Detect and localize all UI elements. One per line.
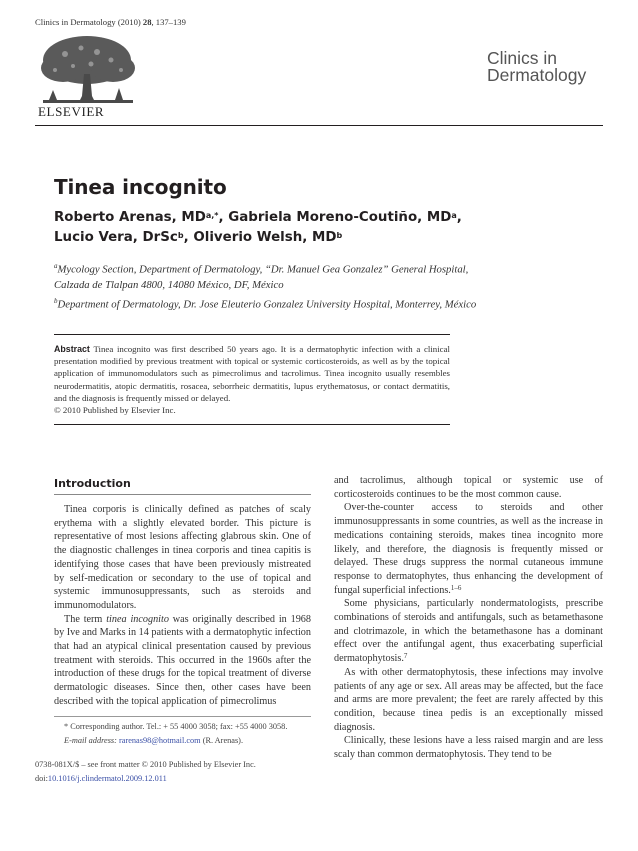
paragraph: Over-the-counter access to steroids and other immunosuppressants in some countries, as well as the increase in medications containing steroids, makes tinea incognito more likely, and therefore, the diagnosis is frequently missed or delayed. These drugs suppress the normal cutaneous immune response to dermatophytes, thus enhancing the development of fungal superficial infections.$^{1-6}$ [334, 502, 603, 596]
publisher-name: ELSEVIER [38, 104, 105, 119]
section-heading-introduction: Introduction [54, 477, 131, 490]
author-list: Roberto Arenas, $MD^{a,*}$, Gabriela Moreno-Coutiño, $MD^a$, Lucio Vera, DrSc$^b$, Oliverio Welsh, $MD^b$ [54, 210, 462, 245]
reference-citation[interactable]: 7 [403, 652, 408, 661]
email-link[interactable]: rarenas98@hotmail.com [119, 736, 201, 745]
right-column-body [334, 474, 603, 762]
affiliations: $^a$Mycology Section, Department of Dermatology, “Dr. Manuel Gea Gonzalez” General Hospital, Calzada de Tlalpan 4800, 14080 México, DF, México $^b$Department of Dermatology, Dr. Jose Eleuterio Gonzalez University Hospital, Monterrey, México [54, 262, 477, 311]
abstract [54, 343, 450, 416]
reference-citation[interactable]: 1–6 [450, 583, 462, 592]
paragraph: Tinea corporis is clinically defined as patches of scaly erythema with a slightly elevated border. This picture is representative of most lesions affecting glabrous skin. One of the diagnostic challenges in tinea corporis and tinea capitis is identifying those cases that have been previously mistreated by self-medication or secondary to the use of topical and systemic immunosuppressants, such as steroids and immunomodulators. [54, 504, 311, 611]
abstract-bottom-rule [54, 424, 450, 425]
article-title: Tinea incognito [54, 175, 227, 199]
issn-doi-block: 0738-081X/$ – see front matter © 2010 Published by Elsevier Inc. doi:10.1016/j.clindermatol.2009.12.011 [35, 760, 256, 783]
paragraph: and tacrolimus, although topical or systemic use of corticosteroids continues to be the most common cause. [334, 475, 603, 500]
footnote-rule [54, 716, 311, 717]
copyright-notice: © 2010 Published by Elsevier Inc. [54, 405, 176, 416]
heading-rule [54, 494, 311, 495]
abstract-top-rule [54, 334, 450, 335]
abstract-text: Tinea incognito was first described 50 years ago. It is a dermatophytic infection with a clinical presentation modified by previous treatment with topical or systemic corticosteroids, as well as by the topical application of immunomodulators such as pimecrolimus and tacrolimus. Tinea incognito usually resembles neurodermatitis, atopic dermatitis, rosacea, seborrheic dermatitis, lupus erythematosus, or contact dermatitis, and the diagnosis is frequently missed or delayed. [54, 344, 450, 403]
doi-link[interactable]: 10.1016/j.clindermatol.2009.12.011 [47, 774, 167, 783]
header-rule [35, 125, 603, 126]
abstract-label: Abstract [54, 344, 90, 354]
paragraph: Clinically, these lesions have a less raised margin and are less scaly than common dermatophytosis. They tend to be [334, 735, 603, 761]
paragraph: As with other dermatophytosis, these infections may involve patients of any age or sex. All areas may be affected, but the face and arms are more prevalent; the feet are rarely affected by this condition, because tinea pedis is an exceptionally missed diagnosis. [334, 666, 603, 733]
journal-logo: Clinics in Dermatology [487, 48, 587, 85]
left-column-body [54, 503, 311, 709]
paragraph: Some physicians, particularly nondermatologists, prescribe combinations of steroids and antifungals, such as betamethasone and clotrimazole, in which the betamethasone has a dominant effect over the antifungal agent, thus exacerbating superficial dermatophytosis.$^7$ [334, 598, 603, 665]
paragraph: The term tinea incognito was originally described in 1968 by Ive and Marks in 14 patients with a dermatophytic infection that had an atypical clinical presentation caused by previous treatment with steroids. This occurred in the 1960s after the introduction of these drugs for the topical treatment of diverse dermatologic diseases. Since then, other cases have been described with the topical application of pimecrolimus [54, 613, 311, 707]
corresponding-author-note: * Corresponding author. Tel.: + 55 4000 3058; fax: +55 4000 3058. E-mail address: rarenas98@hotmail.com (R. Arenas). [64, 722, 288, 745]
journal-citation: Clinics in Dermatology (2010) 28, 137–139 [35, 17, 186, 27]
